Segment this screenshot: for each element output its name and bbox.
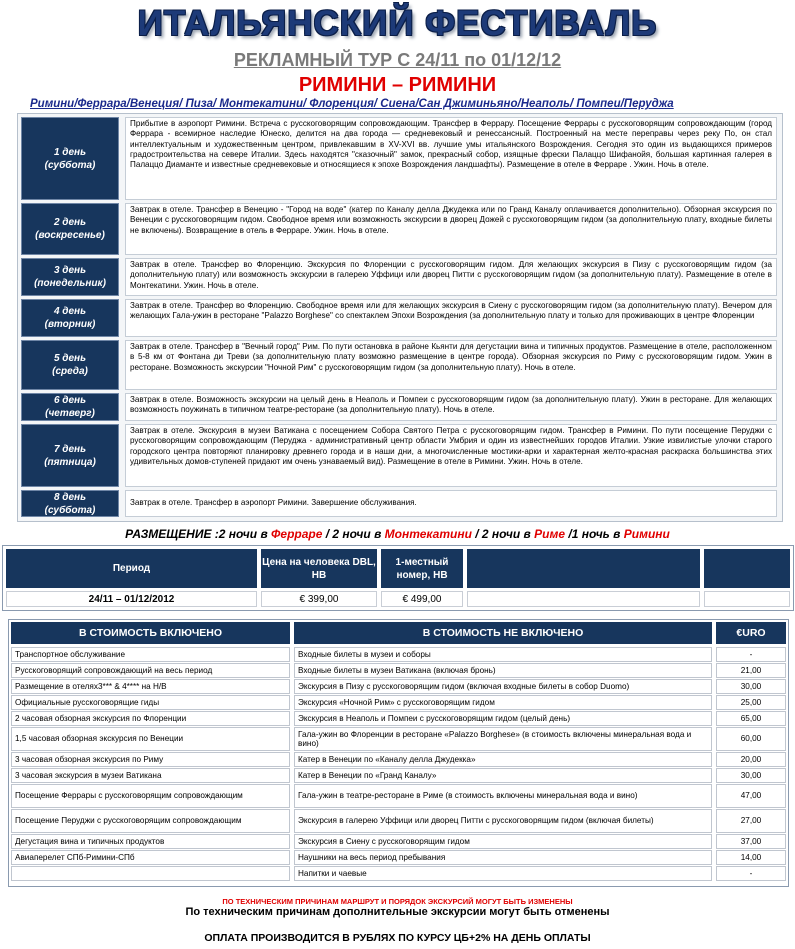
itinerary-section [17, 113, 783, 522]
included-header: В СТОИМОСТЬ ВКЛЮЧЕНО [11, 622, 290, 644]
not-included-item: Катер в Венеции по «Каналу делла Джудекка» [294, 752, 712, 767]
price-value: 21,00 [716, 663, 786, 678]
day-row [21, 424, 777, 487]
inclusion-row [9, 768, 788, 783]
inclusion-row [9, 809, 788, 833]
day-description: Завтрак в отеле. Возможность экскурсии на целый день в Неаполь и Помпеи с русскоговорящим гидом (за дополнительную плату). Ужин в ресторане. Для желающих возможность поужинать в типичном театре-ресторане (за дополнительную плату). Ночь в отеле. [125, 393, 777, 421]
included-item: Авиаперелет СПб-Римини-СПб [11, 850, 290, 865]
price-table [2, 545, 794, 611]
not-included-item: Входные билеты в музеи и соборы [294, 647, 712, 662]
cities-list: Римини/Феррара/Венеция/ Пиза/ Монтекатини/ Флоренция/ Сиена/Сан Джиминьяно/Неаполь/ Помпеи/Перуджа [30, 98, 674, 110]
included-item: Размещение в отелях3*** & 4**** на Н/В [11, 679, 290, 694]
price-header-single: 1-местный номер, HB [381, 549, 463, 588]
tour-dates-subtitle: РЕКЛАМНЫЙ ТУР С 24/11 по 01/12/12 [233, 50, 562, 70]
included-item: Транспортное обслуживание [11, 647, 290, 662]
inclusion-row [9, 866, 788, 881]
price-single-value: € 499,00 [381, 591, 463, 607]
day-row [21, 258, 777, 296]
inclusion-row [9, 679, 788, 694]
price-value: 27,00 [716, 809, 786, 833]
day-row [21, 117, 777, 200]
accommodation-line: РАЗМЕЩЕНИЕ :2 ночи в Ферраре / 2 ночи в Монтекатини / 2 ночи в Риме /1 ночь в Римини [125, 527, 670, 541]
route-change-warning: ПО ТЕХНИЧЕСКИМ ПРИЧИНАМ МАРШРУТ И ПОРЯДОК ЭКСКУРСИЙ МОГУТ БЫТЬ ИЗМЕНЕНЫ [222, 897, 573, 906]
inclusion-row [9, 752, 788, 767]
not-included-item: Напитки и чаевые [294, 866, 712, 881]
day-description: Завтрак в отеле. Трансфер во Флоренцию. Экскурсия по Флоренции с русскоговорящим гидом. Для желающих экскурсия в Пизу с русскоговорящим гидом (за дополнительную плату) или возможность экскурсии в галерею Уффици или дворец Питти с русскоговорящим гидом (за дополнительную плату). Размещение в отеле в Монтекатини. Ужин. Ночь в отеле. [125, 258, 777, 296]
day-description: Завтрак в отеле. Экскурсия в музеи Ватикана с посещением Собора Святого Петра с русскоговорящим гидом. Трансфер в Римини. По пути посещение Перуджи с русскоговорящим сопровождающим (Перуджа - административный центр области Умбрия и один из известнейших городов Италии. Узкие извилистые улочки старого городского центра повторяют планировку древнего города и в наши дни, а многочисленные мостики-арки и характерная желто-красная раскраска большинства этих удивительных домов-ступеней придают им очень узнаваемый вид). Размещение в отеле в Римини. Ужин. Ночь в отеле. [125, 424, 777, 487]
inclusion-row [9, 647, 788, 662]
included-item [11, 866, 290, 881]
price-value: 20,00 [716, 752, 786, 767]
day-label: 6 день (четверг) [21, 393, 119, 421]
inclusion-row [9, 727, 788, 751]
not-included-item: Экскурсия в Сиену с русскоговорящим гидом [294, 834, 712, 849]
inclusion-row [9, 834, 788, 849]
excursion-cancel-note: По техническим причинам дополнительные экскурсии могут быть отменены [185, 906, 610, 918]
price-empty-cell [704, 591, 790, 607]
not-included-item: Гала-ужин в театре-ресторане в Риме (в стоимость включены минеральная вода и вино) [294, 784, 712, 808]
inclusion-row [9, 695, 788, 710]
included-item: Русскоговорящий сопровождающий на весь период [11, 663, 290, 678]
inclusion-row [9, 850, 788, 865]
included-item: 2 часовая обзорная экскурсия по Флоренции [11, 711, 290, 726]
included-item: 3 часовая обзорная экскурсия по Риму [11, 752, 290, 767]
price-value: - [716, 647, 786, 662]
price-value: 30,00 [716, 679, 786, 694]
not-included-header: В СТОИМОСТЬ НЕ ВКЛЮЧЕНО [294, 622, 712, 644]
payment-note: ОПЛАТА ПРОИЗВОДИТСЯ В РУБЛЯХ ПО КУРСУ ЦБ+2% НА ДЕНЬ ОПЛАТЫ [204, 932, 591, 944]
inclusions-table [8, 619, 789, 887]
price-value: 30,00 [716, 768, 786, 783]
day-description: Завтрак в отеле. Трансфер во Флоренцию. Свободное время или для желающих экскурсия в Сиену с русскоговорящим гидом (за дополнительную плату). Вечером для желающих Гала-ужин в ресторане "Palazzo Borghese" со спектаклем Эпохи Возрождения (за дополнительную плату и только для проживающих в центре Флоренции [125, 299, 777, 337]
included-item: Официальные русскоговорящие гиды [11, 695, 290, 710]
route-title: РИМИНИ – РИМИНИ [298, 74, 497, 96]
day-row [21, 490, 777, 517]
not-included-item: Экскурсия в Пизу с русскоговорящим гидом (включая входные билеты в собор Duomo) [294, 679, 712, 694]
price-value: 65,00 [716, 711, 786, 726]
price-value: 25,00 [716, 695, 786, 710]
day-description: Завтрак в отеле. Трансфер в "Вечный город" Рим. По пути остановка в районе Кьянти для дегустации вина и типичных продуктов. Размещение в отеле, расположенном в 5-8 км от Фонтана ди Треви (за дополнительную плату возможно размещение в центре города). Обзорная экскурсия по Риму с русскоговорящим гидом. Ужин в ресторане. Возможность экскурсии "Ночной Рим" с русскоговорящим гидом (за дополнительную плату). Ночь в отеле. [125, 340, 777, 390]
day-label: 4 день (вторник) [21, 299, 119, 337]
included-item: Дегустация вина и типичных продуктов [11, 834, 290, 849]
day-label: 1 день (суббота) [21, 117, 119, 200]
day-row [21, 340, 777, 390]
price-dbl-value: € 399,00 [261, 591, 377, 607]
day-label: 2 день (воскресенье) [21, 203, 119, 255]
day-label: 8 день (суббота) [21, 490, 119, 517]
price-value: 60,00 [716, 727, 786, 751]
price-header-empty [704, 549, 790, 588]
price-value: 14,00 [716, 850, 786, 865]
not-included-item: Экскурсия в Неаполь и Помпеи с русскоговорящим гидом (целый день) [294, 711, 712, 726]
inclusion-row [9, 663, 788, 678]
price-header-empty [467, 549, 700, 588]
price-value: 47,00 [716, 784, 786, 808]
inclusion-row [9, 784, 788, 808]
day-label: 3 день (понедельник) [21, 258, 119, 296]
not-included-item: Катер в Венеции по «Гранд Каналу» [294, 768, 712, 783]
included-item: Посещение Перуджи с русскоговорящим сопровождающим [11, 809, 290, 833]
price-value: - [716, 866, 786, 881]
not-included-item: Экскурсия в галерею Уффици или дворец Питти с русскоговорящим гидом (включая билеты) [294, 809, 712, 833]
price-header-dbl: Цена на человека DBL, HB [261, 549, 377, 588]
day-description: Завтрак в отеле. Трансфер в Венецию - "Город на воде" (катер по Каналу делла Джудекка или по Гранд Каналу оплачивается дополнительно). Обзорная экскурсия по Венеции с русскоговорящим гидом. Свободное время или возможность экскурсии в дворец Дожей с русскоговорящим гидом (за дополнительную плату, входные билеты не включены). Возвращение в отель в Ферраре. Ужин. Ночь в отеле. [125, 203, 777, 255]
day-row [21, 393, 777, 421]
day-label: 7 день (пятница) [21, 424, 119, 487]
day-row [21, 203, 777, 255]
euro-header: €URO [716, 622, 786, 644]
not-included-item: Гала-ужин во Флоренции в ресторане «Palazzo Borghese» (в стоимость включены минеральная вода и вино) [294, 727, 712, 751]
included-item: Посещение Феррары с русскоговорящим сопровождающим [11, 784, 290, 808]
included-item: 1,5 часовая обзорная экскурсия по Венеции [11, 727, 290, 751]
day-label: 5 день (среда) [21, 340, 119, 390]
page-title: ИТАЛЬЯНСКИЙ ФЕСТИВАЛЬ [137, 4, 658, 43]
not-included-item: Экскурсия «Ночной Рим» с русскоговорящим гидом [294, 695, 712, 710]
not-included-item: Входные билеты в музеи Ватикана (включая бронь) [294, 663, 712, 678]
price-empty-cell [467, 591, 700, 607]
price-header-period: Период [6, 549, 257, 588]
inclusion-row [9, 711, 788, 726]
day-description: Завтрак в отеле. Трансфер в аэропорт Римини. Завершение обслуживания. [125, 490, 777, 517]
day-row [21, 299, 777, 337]
day-description: Прибытие в аэропорт Римини. Встреча с русскоговорящим сопровождающим. Трансфер в Феррару. Посещение Феррары с русскоговорящим сопровождающим (город Феррара - всемирное наследие Юнеско, делится на два города — средневековый и ренессансный. Построенный на месте переправы через реку По, он стал интеллектуальным и художественным центром, привлекавшим в XV-XVI вв. лучшие умы итальянского Возрождения. Сегодня это один из выдающихся примеров градостроительства на севере Италии. Здесь находятся "сказочный" замок, прекрасный собор, изящные фрески Палаццо Шифанойя, большая картинная галерея в Палаццо Диаманте и известные средневековые и относящиеся к эпохе Возрождения ландшафты). Размещение в отеле в Ферраре . Ужин. Ночь в отеле. [125, 117, 777, 200]
price-period-value: 24/11 – 01/12/2012 [6, 591, 257, 607]
included-item: 3 часовая экскурсия в музеи Ватикана [11, 768, 290, 783]
price-value: 37,00 [716, 834, 786, 849]
not-included-item: Наушники на весь период пребывания [294, 850, 712, 865]
